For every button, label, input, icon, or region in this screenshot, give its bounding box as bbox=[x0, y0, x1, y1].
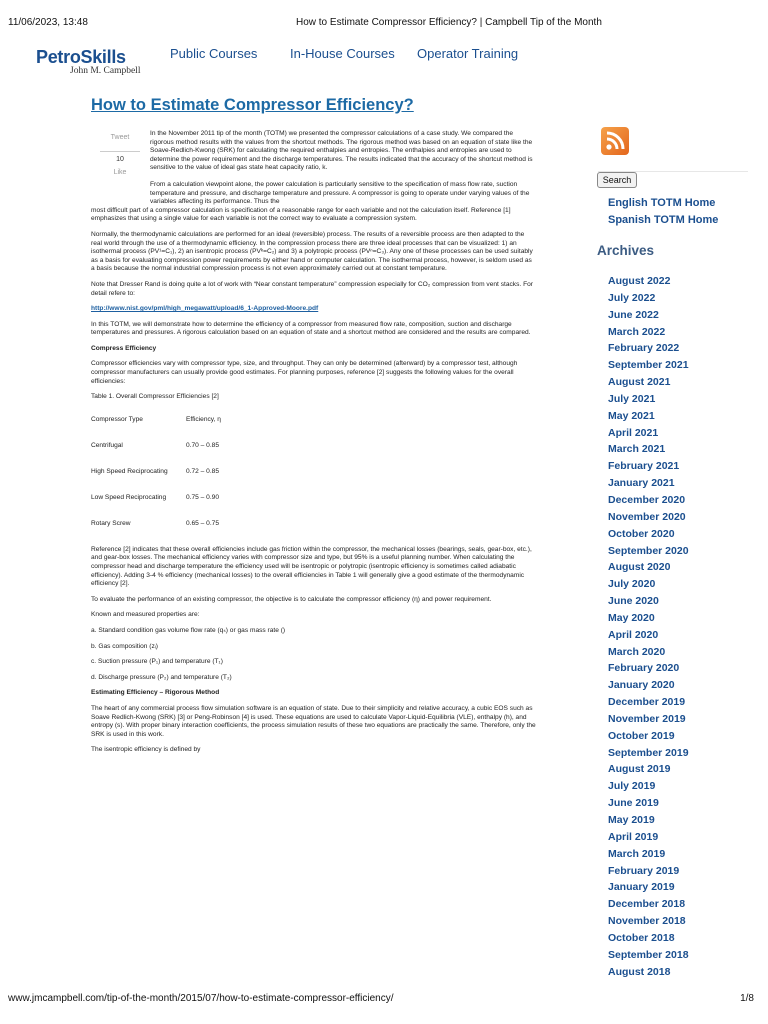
archive-link[interactable]: July 2022 bbox=[608, 291, 656, 304]
paragraph: The heart of any commercial process flow simulation software is an equation of state. Due to their simplicity and relative accuracy, a cubic EOS such as Soave Redlich-Kwong (SRK) [3] or Peng-Robinson [4] is used. These equations are used to calculate Vapor-Liquid-Equilibria (VLE), enthalpy (h), and entropy (s). With proper binary interaction coefficients, the process simulation results of these two equations are practically the same. Therefore, only the SRK is used in this work. bbox=[91, 704, 536, 738]
archive-link[interactable]: September 2018 bbox=[608, 948, 689, 961]
print-date: 11/06/2023, 13:48 bbox=[8, 17, 88, 28]
archive-link[interactable]: February 2022 bbox=[608, 342, 680, 355]
table-cell: 0.72 – 0.85 bbox=[186, 467, 219, 475]
table-row bbox=[91, 494, 536, 520]
list-item: a. Standard condition gas volume flow rate (qₛ) or gas mass rate () bbox=[91, 627, 286, 634]
archive-link[interactable]: April 2019 bbox=[608, 830, 659, 843]
list-item: c. Suction pressure (P₁) and temperature (T₁) bbox=[91, 658, 223, 666]
archive-link[interactable]: July 2020 bbox=[608, 578, 656, 591]
archive-link[interactable]: December 2020 bbox=[608, 493, 686, 506]
table-cell: 0.70 – 0.85 bbox=[186, 441, 219, 449]
article-body bbox=[91, 130, 536, 762]
like-button[interactable]: Like bbox=[113, 169, 127, 176]
english-totm-home-link[interactable]: English TOTM Home bbox=[608, 197, 716, 209]
archive-link[interactable]: October 2020 bbox=[608, 527, 675, 540]
archives-heading: Archives bbox=[597, 243, 655, 258]
archive-link[interactable]: November 2018 bbox=[608, 915, 686, 928]
rss-icon[interactable] bbox=[601, 127, 629, 155]
archive-link[interactable]: June 2019 bbox=[608, 797, 659, 810]
search-button[interactable]: Search bbox=[597, 172, 637, 188]
paragraph: Known and measured properties are: bbox=[91, 611, 200, 619]
archive-link[interactable]: October 2018 bbox=[608, 931, 675, 944]
archive-link[interactable]: August 2022 bbox=[608, 275, 671, 287]
archive-link[interactable]: February 2020 bbox=[608, 662, 680, 675]
nav-inhouse-courses[interactable]: In-House Courses bbox=[290, 46, 395, 61]
table-cell: High Speed Reciprocating bbox=[91, 467, 168, 475]
table-caption: Table 1. Overall Compressor Efficiencies [2] bbox=[91, 393, 219, 401]
paragraph: The isentropic efficiency is defined by bbox=[91, 746, 201, 754]
archive-link[interactable]: December 2019 bbox=[608, 696, 686, 709]
archive-link[interactable]: January 2020 bbox=[608, 679, 675, 692]
archive-link[interactable]: August 2021 bbox=[608, 376, 671, 389]
nav-operator-training[interactable]: Operator Training bbox=[417, 46, 519, 61]
print-footer bbox=[8, 993, 754, 1004]
table-header-cell: Compressor Type bbox=[91, 415, 143, 423]
table-cell: 0.75 – 0.90 bbox=[186, 493, 219, 501]
archive-link[interactable]: October 2019 bbox=[608, 729, 675, 742]
article-title[interactable]: How to Estimate Compressor Efficiency? bbox=[91, 96, 414, 114]
archive-link[interactable]: January 2019 bbox=[608, 881, 675, 894]
spanish-totm-home-link[interactable]: Spanish TOTM Home bbox=[608, 214, 719, 226]
archive-link[interactable]: March 2021 bbox=[608, 443, 666, 456]
tweet-button[interactable]: Tweet bbox=[110, 134, 130, 141]
archive-link[interactable]: July 2021 bbox=[608, 392, 656, 405]
archive-link[interactable]: March 2020 bbox=[608, 645, 666, 658]
paragraph: Reference [2] indicates that these overall efficiencies include gas friction within the compressor, the mechanical losses (bearings, seals, gear-box, etc.), and gear-box losses. The mechanical efficiency varies with compressor size and type, but 95% is a useful planning number. When calculating the compressor head and discharge temperature the efficiency used will be isentropic or polytropic (isentropic efficiency is sometimes called adiabatic efficiency). Adding 3-4 % efficiency (mechanical losses) to the overall efficiencies in Table 1 will generally give a good estimate of the thermodynamic efficiency [2]. bbox=[91, 545, 532, 588]
archive-link[interactable]: November 2019 bbox=[608, 712, 686, 725]
logo-sub: John M. Campbell bbox=[70, 66, 141, 76]
paragraph: From a calculation viewpoint alone, the power calculation is particularly sensitive to the specification of mass flow rate, suction temperature and pressure, and discharge temperature and pressure. A compressor is going to operate under varying values of the variables affecting its performance. Thus the bbox=[150, 180, 530, 206]
archive-link[interactable]: May 2021 bbox=[608, 409, 655, 422]
intro-paragraph: In the November 2011 tip of the month (TOTM) we presented the compressor calculations of a case study. We compared the rigorous method results with the values from the shortcut methods. The rigorous method was based on an equation of state like the Soave-Redlich-Kwong (SRK) for calculating the required enthalpies and entropies. The enthalpies and entropies are used to determine the power requirement and the discharge temperatures. The results indicated that the accuracy of the shortcut method is sensitive to the value of ideal gas state heat capacity ratio, k. bbox=[150, 130, 533, 172]
nist-link[interactable]: http://www.nist.gov/pml/high_megawatt/upload/6_1-Approved-Moore.pdf bbox=[91, 305, 319, 313]
archive-link[interactable]: February 2019 bbox=[608, 864, 680, 877]
archive-link[interactable]: August 2018 bbox=[608, 965, 671, 978]
archive-link[interactable]: February 2021 bbox=[608, 460, 680, 473]
section-heading: Compress Efficiency bbox=[91, 344, 157, 352]
archive-link[interactable]: March 2019 bbox=[608, 847, 666, 860]
archive-link[interactable]: November 2020 bbox=[608, 510, 686, 523]
table-cell: Centrifugal bbox=[91, 441, 123, 449]
archive-link[interactable]: May 2020 bbox=[608, 611, 655, 624]
paragraph: Compressor efficiencies vary with compressor type, size, and throughput. They can only be determined (afterward) by a compressor test, although compressor manufacturers can usually provide good estimates. For planning purposes, reference [2] suggests the following values for the overall efficiencies: bbox=[91, 360, 518, 385]
table-header-cell: Efficiency, η bbox=[186, 415, 221, 423]
table-cell: Rotary Screw bbox=[91, 519, 131, 527]
archive-link[interactable]: April 2021 bbox=[608, 426, 659, 439]
archive-link[interactable]: January 2021 bbox=[608, 477, 675, 490]
archive-link[interactable]: May 2019 bbox=[608, 814, 655, 826]
logo-brand: PetroSkills bbox=[36, 47, 126, 67]
archives-list bbox=[608, 273, 689, 980]
petroskills-logo[interactable] bbox=[36, 48, 156, 74]
table-row bbox=[91, 468, 536, 494]
paragraph: Normally, the thermodynamic calculations are performed for an ideal (reversible) process. The results of a reversible process are then adapted to the real world through the use of a thermodynamic efficiency. In the compression process there are three ideal processes that can be visualized: 1) an isothermal process (PV¹=C₁), 2) an isentropic process (PVᵏ=C₂) and 3) a polytropic process (PVⁿ=C₃). Any one of these processes can be used suitably as a basis for evaluating compression power requirements by either hand or computer calculation. The isothermal process, however, is seldom used as a basis because the normal industrial compression process is not even approximately carried out at constant temperature. bbox=[91, 230, 533, 273]
table-row bbox=[91, 520, 536, 534]
archive-link[interactable]: June 2020 bbox=[608, 595, 659, 608]
archive-link[interactable]: September 2020 bbox=[608, 544, 689, 557]
paragraph: most difficult part of a compressor calculation is specification of a reasonable range for each variable and not the calculation itself. Reference [1] emphasizes that using a single value for each variable is not the correct way to evaluate a compression system. bbox=[91, 206, 511, 223]
list-item: b. Gas composition (zᵢ) bbox=[91, 642, 158, 650]
print-title: How to Estimate Compressor Efficiency? | Campbell Tip of the Month bbox=[296, 17, 602, 28]
table-row bbox=[91, 442, 536, 468]
archive-link[interactable]: June 2022 bbox=[608, 308, 659, 321]
print-url: www.jmcampbell.com/tip-of-the-month/2015/07/how-to-estimate-compressor-efficiency/ bbox=[8, 993, 394, 1004]
archive-link[interactable]: December 2018 bbox=[608, 898, 686, 911]
print-header bbox=[8, 17, 760, 29]
section-heading: Estimating Efficiency – Rigorous Method bbox=[91, 689, 220, 697]
like-count: 10 bbox=[100, 151, 140, 163]
paragraph: Note that Dresser Rand is doing quite a lot of work with “Near constant temperature” compression especially for CO₂ compression from vent stacks. For detail refere to: bbox=[91, 280, 533, 297]
table-cell: 0.65 – 0.75 bbox=[186, 519, 219, 527]
archive-link[interactable]: August 2020 bbox=[608, 561, 671, 574]
search-input[interactable] bbox=[598, 160, 748, 172]
table-cell: Low Speed Reciprocating bbox=[91, 493, 167, 501]
archive-link[interactable]: April 2020 bbox=[608, 628, 659, 641]
archive-link[interactable]: September 2021 bbox=[608, 359, 689, 372]
paragraph: In this TOTM, we will demonstrate how to determine the efficiency of a compressor from measured flow rate, composition, suction and discharge temperatures and pressures. A rigorous calculation based on an equation of state and a shortcut method are considered and the results are compared. bbox=[91, 320, 531, 337]
archive-link[interactable]: August 2019 bbox=[608, 763, 671, 776]
nav-public-courses[interactable]: Public Courses bbox=[170, 46, 258, 61]
archive-link[interactable]: July 2019 bbox=[608, 780, 656, 793]
list-item: d. Discharge pressure (P₂) and temperature (T₂) bbox=[91, 673, 232, 681]
archive-link[interactable]: September 2019 bbox=[608, 746, 689, 759]
table-header-row bbox=[91, 416, 536, 442]
efficiency-table bbox=[91, 416, 536, 534]
paragraph: To evaluate the performance of an existing compressor, the objective is to calculate the compressor efficiency (η) and power requirement. bbox=[91, 595, 492, 603]
archive-link[interactable]: March 2022 bbox=[608, 325, 666, 338]
print-page-number: 1/8 bbox=[740, 993, 754, 1004]
